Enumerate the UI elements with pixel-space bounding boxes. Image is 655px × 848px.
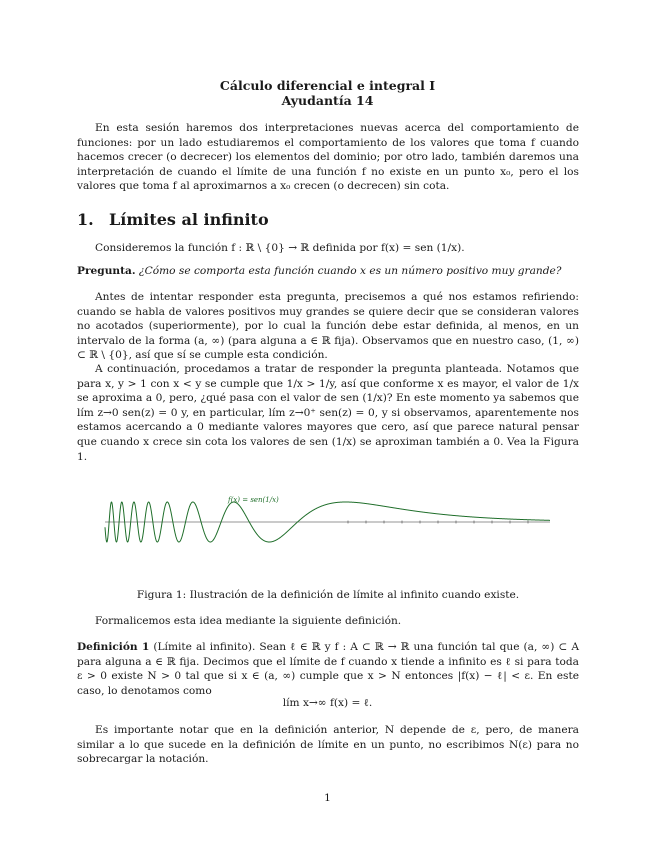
definition-block (77, 640, 579, 698)
figure-plot (100, 478, 552, 548)
function-label: f(x) = sen(1/x) (228, 496, 279, 504)
limit-formula: lím x→∞ f(x) = ℓ. (282, 697, 373, 709)
continuacion-paragraph: A continuación, procedamos a tratar de responder la pregunta planteada. Notamos que para x, y > 1 con x < y se cumple que 1/x > 1/y, así que conforme x es mayor, el valor de 1/x se aproxima a 0, pero, ¿qué pasa con el valor de sen (1/x)? En este momento ya sabemos que lím z→0 sen(z) = 0 y, en particular, lím z→0⁺ sen(z) = 0, y si observamos, aparentemente nos estamos acercando a 0 mediante valores mayores que cero, así que parece natural pensar que cuando x crece sin cota los valores de sen (1/x) se aproximan también a 0. Vea la Figura 1. (77, 363, 579, 463)
antes-paragraph: Antes de intentar responder esta pregunta, precisemos a qué nos estamos refiriendo: cuando se habla de valores positivos muy grandes se quiere decir que se consideran valores no acotados (superiormente), por lo cual la función debe estar definida, al menos, en un intervalo de la forma (a, ∞) (para alguna a ∈ ℝ fija). Observamos que en nuestro caso, (1, ∞) ⊂ ℝ \ {0}, así que sí se cumple esta condición. (77, 291, 579, 362)
course-title: Cálculo diferencial e integral I (219, 78, 436, 93)
question-paragraph (77, 264, 579, 279)
formal-paragraph: Formalicemos esta idea mediante la siguiente definición. (95, 615, 402, 627)
definition-name: (Límite al infinito). (153, 641, 256, 653)
section-number: 1. (77, 210, 94, 229)
definition-label: Definición 1 (77, 641, 150, 653)
definition-text: Sean ℓ ∈ ℝ y f : A ⊂ ℝ → ℝ una función tal que (a, ∞) ⊂ A para alguna a ∈ ℝ fija. Decimos que el límite de f cuando x tiende a infinito es ℓ si para toda ε > 0 existe N > 0 tal que si x ∈ (a, ∞) cumple que x > N entonces |f(x) − ℓ| < ε. En este caso, lo denotamos como (77, 641, 579, 697)
session-title: Ayudantía 14 (281, 93, 374, 108)
section-title: Límites al infinito (109, 210, 269, 229)
question-text: ¿Cómo se comporta esta función cuando x es un número positivo muy grande? (138, 265, 562, 277)
consider-paragraph: Consideremos la función f : ℝ \ {0} → ℝ definida por f(x) = sen (1/x). (95, 242, 465, 254)
question-label: Pregunta. (77, 265, 136, 277)
note-paragraph: Es importante notar que en la definición anterior, N depende de ε, pero, de manera similar a lo que sucede en la definición de límite en un punto, no escribimos N(ε) para no sobrecargar la notación. (77, 724, 579, 766)
section-heading (77, 210, 269, 229)
document-header (0, 78, 655, 108)
intro-paragraph: En esta sesión haremos dos interpretaciones nuevas acerca del comportamiento de funciones: por un lado estudiaremos el comportamiento de los valores que toma f cuando hacemos crecer (o decrecer) los elementos del dominio; por otro lado, también daremos una interpretación de cuando el límite de una función f no existe en un punto x₀, pero el los valores que toma f al aproximarnos a x₀ crecen (o decrecen) sin cota. (77, 122, 579, 193)
page-number: 1 (324, 792, 331, 804)
figure-caption: Figura 1: Ilustración de la definición de límite al infinito cuando existe. (136, 589, 520, 601)
